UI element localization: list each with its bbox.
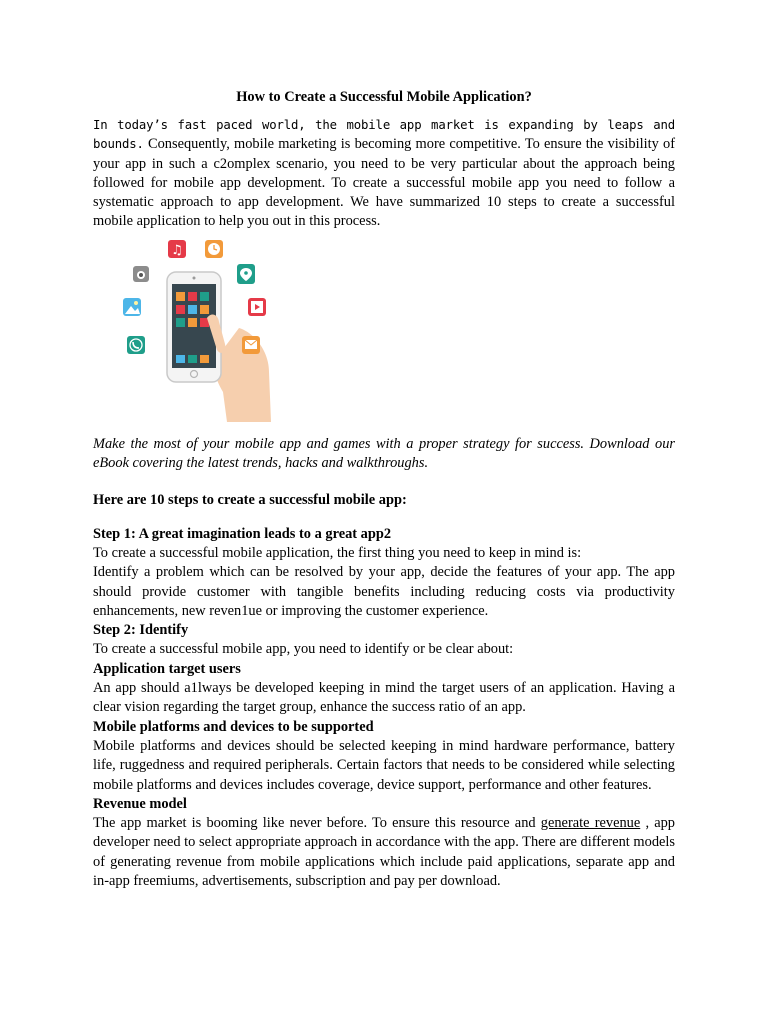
video-play-icon <box>248 298 266 316</box>
target-users-heading: Application target users <box>93 660 241 677</box>
steps-intro: Here are 10 steps to create a successful mobile app: <box>93 492 407 509</box>
revenue-heading: Revenue model <box>93 795 187 812</box>
photo-icon <box>123 298 141 316</box>
document-title: How to Create a Successful Mobile Application? <box>236 89 532 105</box>
document-body <box>93 88 675 891</box>
mobile-app-illustration <box>93 232 675 425</box>
revenue-text-b: , app developer need to select appropriate approach in accordance with the app. There are different models of generating revenue from mobile applications which include paid applications, separate app and in-app freemiums, advertisements, subscription and pay per download. <box>93 815 676 890</box>
mail-icon <box>242 336 260 354</box>
step1-line2: Identify a problem which can be resolved by your app, decide the features of your app. The app should provide customer with tangible benefits including reducing costs via productivity enhancements, new reven1ue or improving the customer experience. <box>93 564 675 619</box>
platforms-text: Mobile platforms and devices should be selected keeping in mind hardware performance, battery life, ruggedness and required peripherals. Certain factors that needs to be considered while selecting mobile platforms and devices includes coverage, device support, performance and other features. <box>93 737 675 793</box>
promo-paragraph: Make the most of your mobile app and games with a proper strategy for success. Download our eBook covering the latest trends, hacks and walkthroughs. <box>93 435 675 472</box>
svg-text:♫: ♫ <box>171 242 183 258</box>
target-users-text: An app should a1lways be developed keeping in mind the target users of an application. Having a clear vision regarding the target group, enhance the success ratio of an app. <box>93 680 675 716</box>
platforms-heading: Mobile platforms and devices to be supported <box>93 718 374 735</box>
clock-icon <box>205 240 223 258</box>
step1-heading: Step 1: A great imagination leads to a great app2 <box>93 525 392 542</box>
camera-icon <box>133 266 149 282</box>
map-pin-icon <box>237 264 255 284</box>
intro-lead: In today’s fast paced world, the mobile app market is expanding by leaps and bounds. <box>93 118 675 152</box>
phone-illustration <box>121 232 321 422</box>
intro-rest: Consequently, mobile marketing is becoming more competitive. To ensure the visibility of your app in such a c2omplex scenario, you need to be very particular about the approach being followed for mobile app development. To create a successful mobile app you need to follow a systematic approach to app development. We have summarized 10 steps to create a successful mobile application to help you out in this process. <box>93 136 675 230</box>
revenue-text-a: The app market is booming like never before. To ensure this resource and <box>93 815 541 832</box>
step1-line1: To create a successful mobile application, the first thing you need to keep in mind is: <box>93 544 582 561</box>
phone-call-icon <box>127 336 145 354</box>
step2-heading: Step 2: Identify <box>93 622 189 639</box>
phone-camera <box>193 276 196 279</box>
intro-paragraph <box>93 116 675 232</box>
music-icon <box>168 240 186 258</box>
revenue-text <box>93 814 675 891</box>
step2-line1: To create a successful mobile app, you need to identify or be clear about: <box>93 641 514 658</box>
generate-revenue-link[interactable]: generate revenue <box>540 815 641 832</box>
